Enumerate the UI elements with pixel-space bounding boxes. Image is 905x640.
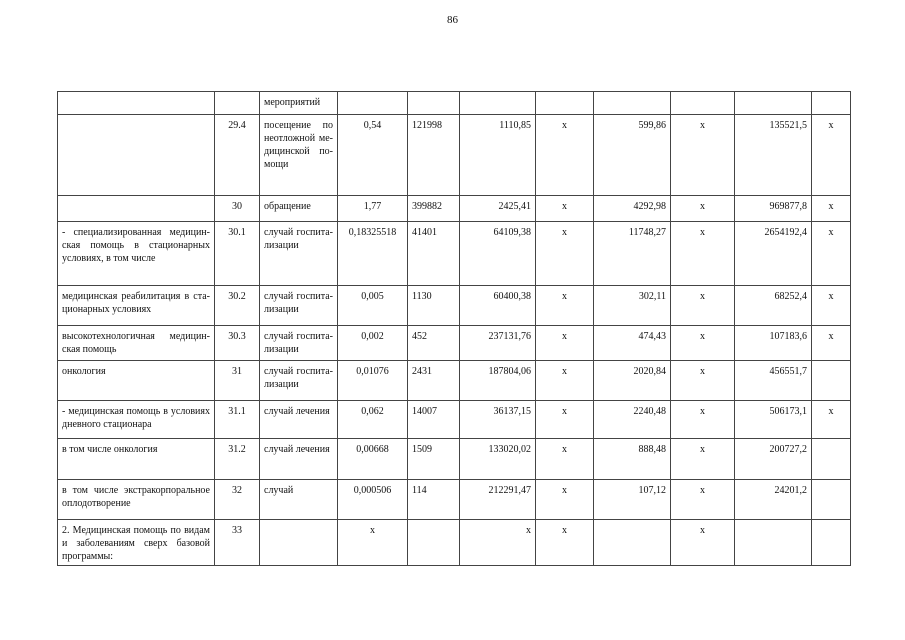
- cross-mark: [671, 92, 735, 115]
- total-value: 24201,2: [735, 480, 812, 520]
- table-row: [58, 92, 851, 115]
- row-number: 32: [215, 480, 260, 520]
- cross-mark: х: [536, 196, 594, 222]
- unit-of-measure: [260, 520, 338, 566]
- cross-mark: х: [671, 401, 735, 439]
- cross-mark: х: [812, 222, 851, 286]
- row-name: [58, 196, 215, 222]
- volume-value: 121998: [408, 115, 460, 196]
- normative-value: 0,01076: [338, 361, 408, 401]
- cross-mark: х: [812, 326, 851, 361]
- cross-mark: х: [536, 439, 594, 480]
- row-name: в том числе экстракорпоральное оплодотворение: [58, 480, 215, 520]
- per-capita-value: 2240,48: [594, 401, 671, 439]
- row-name: медицинская реабилитация в стационарных условиях: [58, 286, 215, 326]
- table-row: [58, 361, 851, 401]
- cross-mark: [536, 92, 594, 115]
- total-value: 200727,2: [735, 439, 812, 480]
- table-row: [58, 196, 851, 222]
- volume-value: 1130: [408, 286, 460, 326]
- row-name: [58, 115, 215, 196]
- total-value: 506173,1: [735, 401, 812, 439]
- total-value: 456551,7: [735, 361, 812, 401]
- total-value: 68252,4: [735, 286, 812, 326]
- row-name: 2. Медицинская помощь по видам и заболеваниям сверх базовой программы:: [58, 520, 215, 566]
- cross-mark: х: [536, 520, 594, 566]
- unit-of-measure: мероприятий: [260, 92, 338, 115]
- normative-value: 1,77: [338, 196, 408, 222]
- cross-mark: х: [536, 222, 594, 286]
- cost-value: 133020,02: [460, 439, 536, 480]
- unit-of-measure: обращение: [260, 196, 338, 222]
- cross-mark: х: [536, 286, 594, 326]
- cross-mark: х: [671, 286, 735, 326]
- row-name: - специализированная медицинская помощь в стационарных условиях, в том числе: [58, 222, 215, 286]
- row-number: 33: [215, 520, 260, 566]
- row-number: [215, 92, 260, 115]
- cross-mark: [812, 520, 851, 566]
- table-row: [58, 480, 851, 520]
- total-value: 2654192,4: [735, 222, 812, 286]
- volume-value: [408, 92, 460, 115]
- total-value: [735, 520, 812, 566]
- row-number: 31: [215, 361, 260, 401]
- volume-value: 1509: [408, 439, 460, 480]
- total-value: 969877,8: [735, 196, 812, 222]
- cross-mark: [812, 361, 851, 401]
- cross-mark: х: [671, 480, 735, 520]
- total-value: 135521,5: [735, 115, 812, 196]
- normative-value: [338, 92, 408, 115]
- cross-mark: х: [812, 196, 851, 222]
- cross-mark: х: [536, 480, 594, 520]
- cost-value: 64109,38: [460, 222, 536, 286]
- unit-of-measure: случай госпитализации: [260, 326, 338, 361]
- per-capita-value: 4292,98: [594, 196, 671, 222]
- total-value: 107183,6: [735, 326, 812, 361]
- cost-value: 60400,38: [460, 286, 536, 326]
- volume-value: 452: [408, 326, 460, 361]
- per-capita-value: [594, 92, 671, 115]
- row-name: [58, 92, 215, 115]
- per-capita-value: 2020,84: [594, 361, 671, 401]
- volume-value: 41401: [408, 222, 460, 286]
- unit-of-measure: случай: [260, 480, 338, 520]
- cost-value: 237131,76: [460, 326, 536, 361]
- row-number: 31.1: [215, 401, 260, 439]
- per-capita-value: 474,43: [594, 326, 671, 361]
- volume-value: 399882: [408, 196, 460, 222]
- cost-value: 2425,41: [460, 196, 536, 222]
- normative-value: 0,062: [338, 401, 408, 439]
- row-name: в том числе онкология: [58, 439, 215, 480]
- unit-of-measure: посещение по неотложной медицинской помощи: [260, 115, 338, 196]
- cost-value: [460, 92, 536, 115]
- row-number: 30.2: [215, 286, 260, 326]
- cost-value: 212291,47: [460, 480, 536, 520]
- data-table: [57, 91, 851, 566]
- per-capita-value: 107,12: [594, 480, 671, 520]
- unit-of-measure: случай лечения: [260, 401, 338, 439]
- cost-value: 36137,15: [460, 401, 536, 439]
- cross-mark: х: [671, 326, 735, 361]
- cross-mark: х: [536, 326, 594, 361]
- cross-mark: х: [671, 196, 735, 222]
- cross-mark: [812, 92, 851, 115]
- row-number: 30.1: [215, 222, 260, 286]
- row-number: 30.3: [215, 326, 260, 361]
- cross-mark: х: [671, 520, 735, 566]
- total-value: [735, 92, 812, 115]
- per-capita-value: 888,48: [594, 439, 671, 480]
- table-row: [58, 286, 851, 326]
- cross-mark: х: [536, 401, 594, 439]
- table-row: [58, 115, 851, 196]
- table-row: [58, 439, 851, 480]
- unit-of-measure: случай лечения: [260, 439, 338, 480]
- cost-value: х: [460, 520, 536, 566]
- per-capita-value: 11748,27: [594, 222, 671, 286]
- table-row: [58, 520, 851, 566]
- cross-mark: х: [671, 439, 735, 480]
- cross-mark: [812, 480, 851, 520]
- unit-of-measure: случай госпитализации: [260, 286, 338, 326]
- cross-mark: х: [536, 115, 594, 196]
- normative-value: 0,002: [338, 326, 408, 361]
- normative-value: х: [338, 520, 408, 566]
- normative-value: 0,18325518: [338, 222, 408, 286]
- row-name: - медицинская помощь в условиях дневного стационара: [58, 401, 215, 439]
- normative-value: 0,005: [338, 286, 408, 326]
- cross-mark: х: [812, 401, 851, 439]
- volume-value: 14007: [408, 401, 460, 439]
- normative-value: 0,000506: [338, 480, 408, 520]
- cross-mark: х: [671, 222, 735, 286]
- page-number: 86: [447, 14, 458, 26]
- row-number: 30: [215, 196, 260, 222]
- cross-mark: [812, 439, 851, 480]
- normative-value: 0,00668: [338, 439, 408, 480]
- per-capita-value: [594, 520, 671, 566]
- cross-mark: х: [671, 361, 735, 401]
- table-row: [58, 222, 851, 286]
- per-capita-value: 302,11: [594, 286, 671, 326]
- cost-value: 1110,85: [460, 115, 536, 196]
- cost-value: 187804,06: [460, 361, 536, 401]
- volume-value: 2431: [408, 361, 460, 401]
- volume-value: [408, 520, 460, 566]
- normative-value: 0,54: [338, 115, 408, 196]
- row-name: высокотехнологичная медицинская помощь: [58, 326, 215, 361]
- row-number: 29.4: [215, 115, 260, 196]
- unit-of-measure: случай госпитализации: [260, 361, 338, 401]
- table-row: [58, 326, 851, 361]
- cross-mark: х: [671, 115, 735, 196]
- cross-mark: х: [812, 286, 851, 326]
- table-body: [58, 92, 851, 566]
- volume-value: 114: [408, 480, 460, 520]
- cross-mark: х: [536, 361, 594, 401]
- table-row: [58, 401, 851, 439]
- per-capita-value: 599,86: [594, 115, 671, 196]
- row-name: онкология: [58, 361, 215, 401]
- row-number: 31.2: [215, 439, 260, 480]
- cross-mark: х: [812, 115, 851, 196]
- unit-of-measure: случай госпитализации: [260, 222, 338, 286]
